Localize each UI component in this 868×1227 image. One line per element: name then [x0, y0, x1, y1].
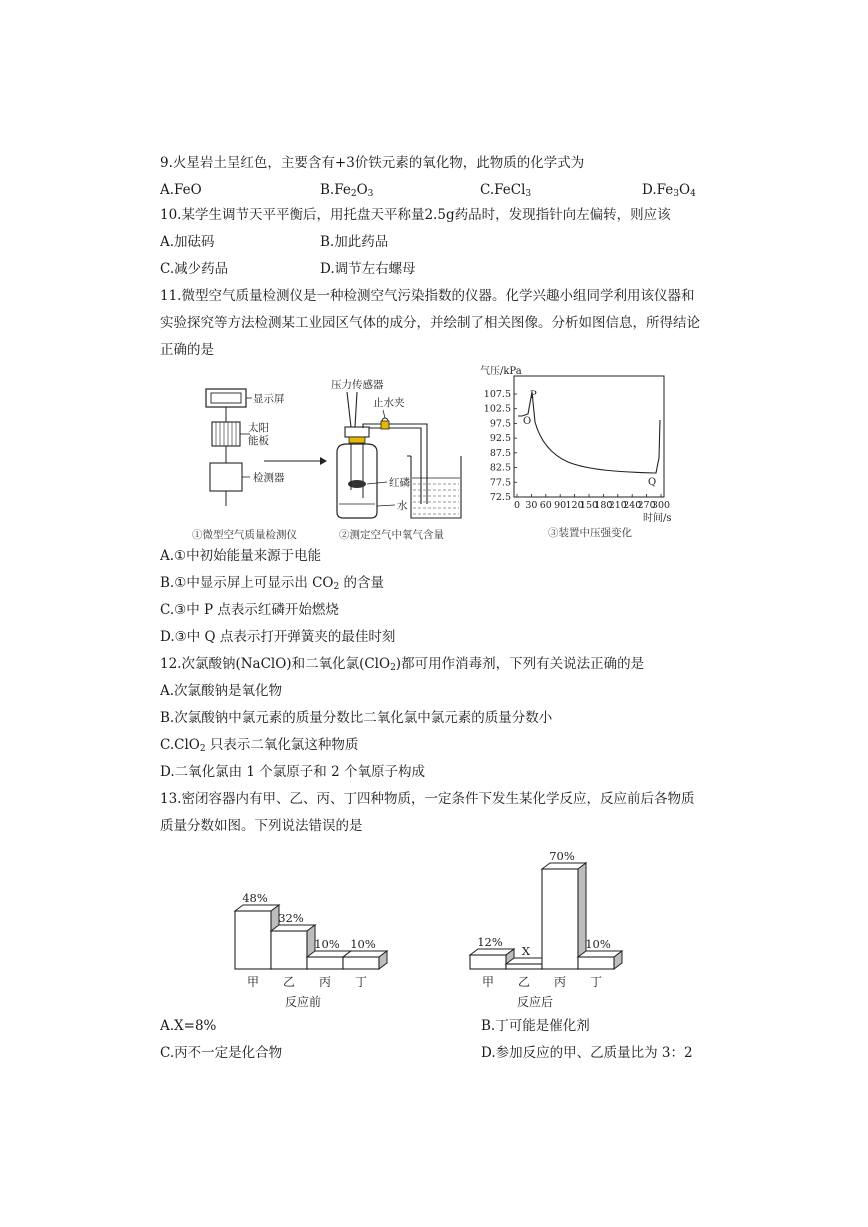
pressure-y-tick-label: 72.5	[489, 492, 511, 503]
after-bar-value: 12%	[477, 935, 503, 949]
after-bar-label: 丙	[553, 975, 567, 989]
q9-option-d: $D.Fe_3O_4$	[642, 182, 696, 199]
pressure-x-tick-label: 240	[623, 500, 642, 511]
q11-option-c: C.③中 P 点表示红磷开始燃烧	[160, 602, 339, 618]
q10-option-a: A.加砝码	[160, 234, 215, 250]
after-bar-value: X	[521, 944, 531, 958]
q12-option-a: A.次氯酸钠是氧化物	[160, 683, 283, 699]
chart-after-reaction	[460, 836, 650, 1012]
sensor-label: 压力传感器	[331, 379, 384, 391]
figure2-caption: ②测定空气中氧气含量	[339, 529, 444, 541]
before-bar-label: 丁	[354, 975, 368, 989]
water-label: 水	[397, 500, 408, 512]
pressure-x-tick-label: 30	[525, 500, 538, 511]
after-bar	[506, 964, 542, 969]
q11-stem-line2: 实验探究等方法检测某工业园区气体的成分，并绘制了相关图像。分析如图信息，所得结论	[160, 315, 700, 331]
q11-option-b: B.①中显示屏上可显示出 $CO_2$ 的含量	[160, 575, 385, 592]
pressure-y-label: 气压/kPa	[480, 366, 522, 377]
q11-stem-line1: 11.微型空气质量检测仪是一种检测空气污染指数的仪器。化学兴趣小组同学利用该仪器和	[160, 288, 695, 304]
point-q-label: Q	[648, 477, 657, 488]
pressure-y-tick-label: 77.5	[489, 477, 511, 489]
before-bar	[235, 911, 271, 969]
before-caption: 反应前	[285, 995, 322, 1009]
chart-before-reaction	[225, 872, 415, 1012]
before-bar-label: 甲	[246, 975, 260, 989]
pressure-y-tick-label: 102.5	[483, 403, 511, 415]
after-caption: 反应后	[517, 995, 554, 1009]
after-bar-label: 甲	[481, 975, 495, 989]
pressure-y-tick-label: 92.5	[489, 433, 511, 445]
pressure-x-tick-label: 0	[513, 500, 521, 511]
after-bar-value: 70%	[549, 849, 575, 863]
phosphorus-label: 红磷	[389, 477, 410, 489]
q9-option-a: A.FeO	[160, 182, 202, 198]
before-bar-value: 10%	[350, 937, 376, 951]
figure3-caption: ③装置中压强变化	[548, 527, 632, 539]
before-bar	[271, 931, 307, 969]
q10-option-d: D.调节左右螺母	[320, 261, 416, 277]
after-bar-label: 乙	[517, 975, 531, 989]
q12-stem: 12.次氯酸钠(NaClO)和二氧化氯(ClO$_2$)都可用作消毒剂，下列有关说法正确的是	[160, 656, 645, 673]
after-bar	[470, 955, 506, 969]
pressure-x-tick-label: 210	[608, 500, 627, 511]
q11-option-d: D.③中 Q 点表示打开弹簧夹的最佳时刻	[160, 629, 396, 645]
solar-panel-label: 太阳能板	[248, 422, 269, 447]
q13-option-a: A.X=8%	[160, 1018, 217, 1034]
q13-stem-line2: 质量分数如图。下列说法错误的是	[160, 818, 363, 834]
pressure-y-tick-label: 97.5	[489, 418, 511, 430]
before-bar-value: 32%	[278, 911, 304, 925]
detector-label: 检测器	[253, 472, 285, 484]
q12-option-d: D.二氧化氯由 1 个氯原子和 2 个氧原子构成	[160, 764, 425, 780]
pressure-x-tick-label: 270	[637, 500, 656, 511]
q12-option-b: B.次氯酸钠中氯元素的质量分数比二氧化氯中氯元素的质量分数小	[160, 710, 553, 726]
before-bar-value: 48%	[242, 891, 268, 905]
q13-option-c: C.丙不一定是化合物	[160, 1045, 283, 1061]
q9-option-c: C.FeCl$_3$	[480, 182, 532, 199]
q13-stem-line1: 13.密闭容器内有甲、乙、丙、丁四种物质，一定条件下发生某化学反应，反应前后各物质	[160, 791, 695, 807]
before-bar	[343, 957, 379, 969]
pressure-x-tick-label: 150	[579, 500, 599, 511]
pressure-x-label: 时间/s	[643, 513, 672, 524]
q11-stem-line3: 正确的是	[160, 342, 214, 358]
point-p-label: P	[530, 390, 537, 401]
before-bar-value: 10%	[314, 937, 340, 951]
q10-stem: 10.某学生调节天平平衡后，用托盘天平称量2.5g药品时，发现指针向左偏转，则应该	[160, 207, 671, 223]
arrow-fig1-to-fig2	[262, 455, 328, 467]
after-bar	[542, 869, 578, 969]
pressure-curve	[518, 392, 660, 473]
pressure-x-tick-label: 180	[594, 500, 613, 511]
figure-pressure-chart	[478, 362, 678, 544]
clamp-label: 止水夹	[373, 397, 405, 409]
after-bar-label: 丁	[589, 975, 603, 989]
before-bar-label: 乙	[282, 975, 296, 989]
detector-box	[210, 463, 242, 491]
q12-option-c: C.ClO$_2$ 只表示二氧化氯这种物质	[160, 737, 359, 754]
q10-option-b: B.加此药品	[320, 234, 389, 250]
pressure-y-tick-label: 87.5	[489, 447, 511, 459]
q9-stem: 9.火星岩土呈红色，主要含有+3价铁元素的氧化物，此物质的化学式为	[160, 155, 585, 171]
pressure-y-tick-label: 107.5	[483, 389, 511, 400]
figure1-caption: ①微型空气质量检测仪	[192, 529, 297, 541]
point-o-label: O	[523, 416, 532, 427]
q9-option-b: $B.Fe_2O_3$	[320, 182, 374, 199]
pressure-x-tick-label: 90	[554, 500, 567, 511]
q13-option-d: D.参加反应的甲、乙质量比为 3：2	[481, 1045, 693, 1061]
after-bar-value: 10%	[585, 937, 611, 951]
figure-oxygen-setup	[325, 372, 475, 544]
pressure-y-ticks	[484, 389, 517, 503]
q11-option-a: A.①中初始能量来源于电能	[160, 548, 322, 564]
q10-option-c: C.减少药品	[160, 261, 229, 277]
q13-option-b: B.丁可能是催化剂	[481, 1018, 590, 1034]
before-bar-label: 丙	[318, 975, 332, 989]
pressure-x-tick-label: 120	[565, 500, 584, 511]
pressure-x-tick-label: 300	[651, 500, 671, 511]
pressure-y-tick-label: 82.5	[489, 462, 511, 474]
pressure-x-tick-label: 60	[539, 500, 552, 511]
screen-label: 显示屏	[253, 393, 285, 405]
before-bar	[307, 957, 343, 969]
after-bar	[578, 957, 614, 969]
